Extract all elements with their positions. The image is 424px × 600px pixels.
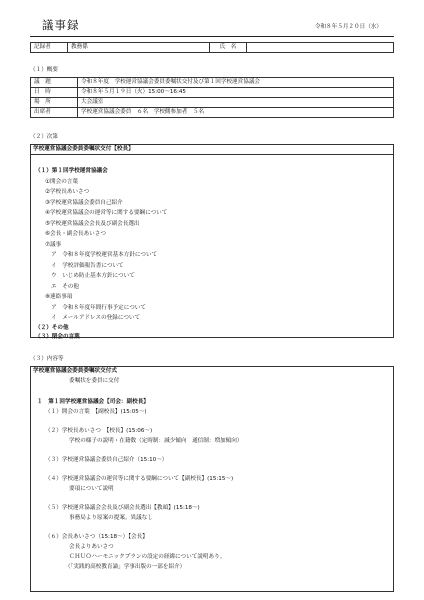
agenda-line: （３）閉会の言葉: [35, 334, 80, 340]
overview-heading: （１）概要: [30, 67, 58, 73]
overview-row-label: 日 時: [31, 88, 78, 98]
content-line: （４）学校運営協議会の運営等に関する要綱について【副校長】(15:15〜): [45, 476, 234, 482]
document-title: 議事録: [42, 18, 80, 32]
content-line: （２）学校長あいさつ 【校長】(15:06〜): [45, 428, 153, 434]
overview-row-value: 学校運営協議会委員 ６名 学校側参加者 ５名: [78, 108, 394, 118]
agenda-heading: （２）次第: [30, 134, 58, 140]
content-box: [30, 366, 394, 592]
agenda-line: ⑥会長・副会長あいさつ: [45, 231, 106, 237]
name-value: [247, 43, 394, 53]
name-label: 氏 名: [210, 43, 247, 53]
agenda-line: （２）その他: [35, 325, 69, 331]
agenda-box: [30, 144, 394, 338]
content-line: （１）開会の言葉 【副校長】(15:05〜): [45, 409, 147, 415]
content-line: （「実践的高校教育論」学事出版の一部を紹介）: [65, 564, 186, 570]
agenda-line: エ その他: [51, 284, 79, 290]
agenda-box-title: 学校運営協議会委員委嘱状交付【校長】: [31, 145, 393, 155]
content-box-title: 学校運営協議会委員委嘱状交付式: [33, 368, 117, 374]
overview-row: [31, 88, 394, 98]
agenda-line: イ メールアドレスの登録について: [51, 315, 141, 321]
content-line: 要項について説明: [69, 486, 114, 492]
content-line: （５）学校運営協議会会長及び副会長選出【教頭】(15:18〜): [45, 505, 200, 511]
agenda-line: ⑧連絡事項: [45, 294, 73, 300]
content-line: 学校の様子の説明・在籍数（定時制：減少傾向 通信制：増加傾向）: [69, 438, 243, 444]
content-line: （３）学校運営協議会委員自己紹介（15:10〜）: [45, 457, 168, 463]
agenda-line: ①開会の言葉: [45, 179, 78, 185]
overview-row-value: 令和８年度 学校運営協議会委員委嘱状交付及び第１回学校運営協議会: [78, 78, 394, 88]
agenda-line: ③学校運営協議会委員自己紹介: [45, 200, 123, 206]
agenda-line: イ 学校評価報告書について: [51, 263, 124, 269]
recorder-label: 記録者: [31, 43, 68, 53]
content-line: 事務局より原案の提案。異議なし: [69, 515, 153, 521]
content-line: 委嘱状を委員に交付: [69, 378, 120, 384]
overview-row-label: 出席者: [31, 108, 78, 118]
recorder-table: [30, 42, 394, 53]
overview-row-value: 大会議室: [78, 98, 394, 108]
overview-row-label: 場 所: [31, 98, 78, 108]
content-line: 会長よりあいさつ: [69, 544, 114, 550]
agenda-line: ウ いじめ防止基本方針について: [51, 273, 135, 279]
overview-row-label: 議 題: [31, 78, 78, 88]
agenda-line: （１）第１回学校運営協議会: [35, 168, 108, 174]
title-underline: [30, 36, 394, 37]
overview-row-value: 令和８年５月１９日（火）15:00〜16:45: [78, 88, 394, 98]
overview-table: [30, 77, 394, 118]
overview-row: [31, 78, 394, 88]
content-heading: （３）内容等: [30, 356, 64, 362]
document-date: 令和８年５月２０日（水）: [314, 24, 382, 30]
overview-row: [31, 98, 394, 108]
content-line: １ 第１回学校運営協議会【司会：副校長】: [37, 399, 149, 405]
content-line: （６）会長あいさつ（15:18〜）【会長】: [45, 534, 148, 540]
content-line: ＣＨＵＯハーモニックプランの設定の経緯について説明あり。: [69, 554, 226, 560]
agenda-line: ⑦議事: [45, 242, 62, 248]
recorder-value: 教務係: [68, 43, 210, 53]
overview-row: [31, 108, 394, 118]
agenda-line: ⑤学校運営協議会会長及び副会長選出: [45, 221, 140, 227]
agenda-line: ②学校長あいさつ: [45, 189, 90, 195]
agenda-line: ④学校運営協議会の運営等に関する要綱について: [45, 210, 168, 216]
agenda-line: ア 令和８年度年間行事予定について: [51, 305, 146, 311]
agenda-line: ア 令和８年度学校運営基本方針について: [51, 252, 158, 258]
